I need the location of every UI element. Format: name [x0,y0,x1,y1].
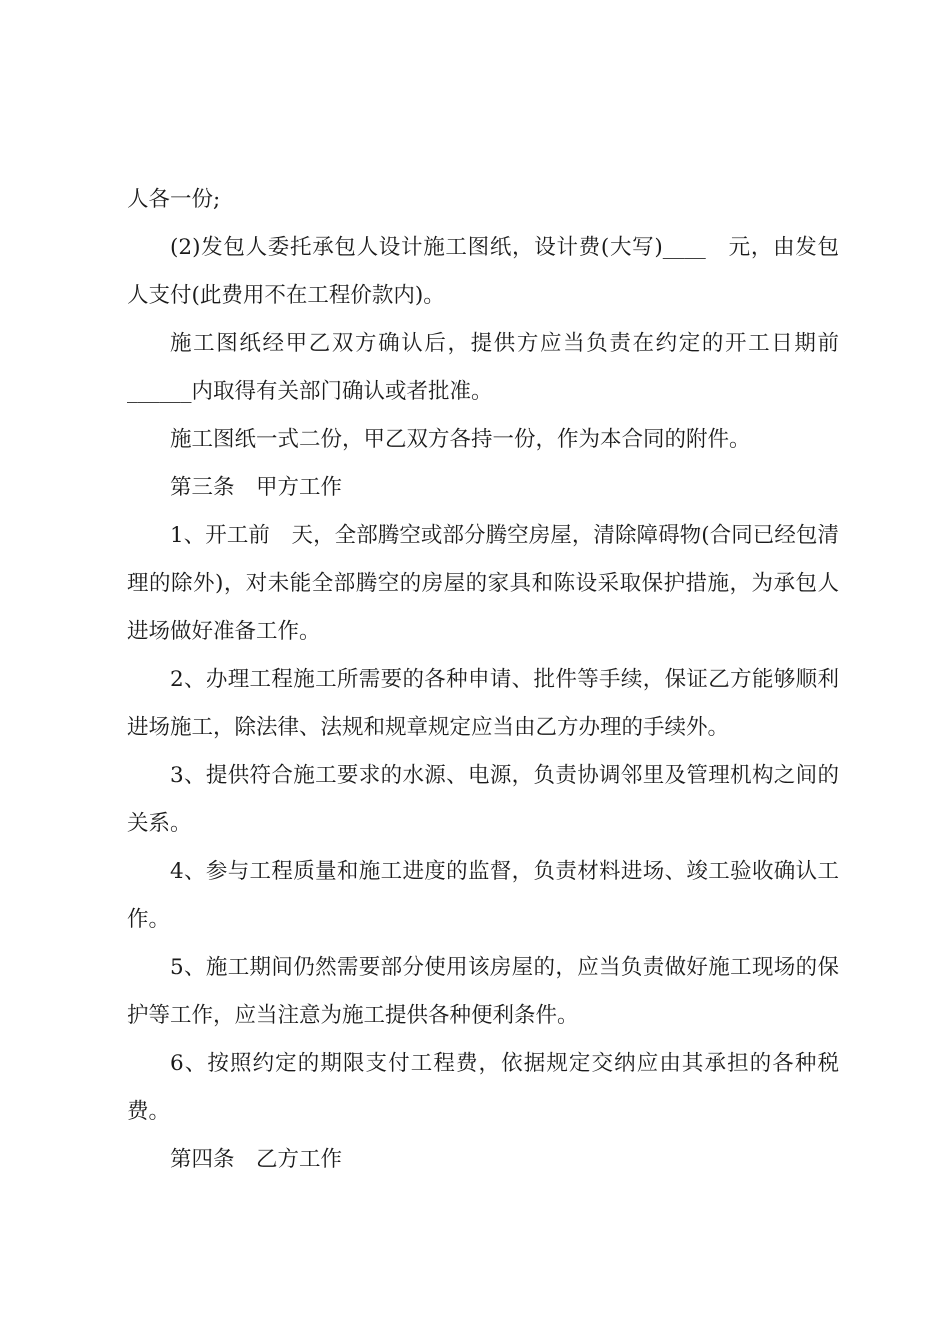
paragraph-continuation: 人各一份; [127,187,221,212]
document-body [127,176,839,1184]
article-3-item-2: 2、办理工程施工所需要的各种申请、批件等手续，保证乙方能够顺利进场施工，除法律、法规和规章规定应当由乙方办理的手续外。 [127,667,839,740]
article-3-item-3: 3、提供符合施工要求的水源、电源，负责协调邻里及管理机构之间的关系。 [127,763,839,836]
article-3-item-5: 5、施工期间仍然需要部分使用该房屋的，应当负责做好施工现场的保护等工作，应当注意为施工提供各种便利条件。 [127,955,839,1028]
article-3-heading: 第三条 甲方工作 [170,475,343,500]
article-3-item-6: 6、按照约定的期限支付工程费，依据规定交纳应由其承担的各种税费。 [127,1051,839,1124]
article-3-item-4: 4、参与工程质量和施工进度的监督，负责材料进场、竣工验收确认工作。 [127,859,839,932]
article-4-heading: 第四条 乙方工作 [170,1147,343,1172]
paragraph-drawing-approval: 施工图纸经甲乙双方确认后，提供方应当负责在约定的开工日期前______内取得有关部门确认或者批准。 [127,331,839,404]
paragraph-drawing-copies: 施工图纸一式二份，甲乙双方各持一份，作为本合同的附件。 [170,427,751,452]
article-3-item-1: 1、开工前 天，全部腾空或部分腾空房屋，清除障碍物(合同已经包清理的除外)，对未能全部腾空的房屋的家具和陈设采取保护措施，为承包人进场做好准备工作。 [127,523,839,644]
paragraph-design-fee: (2)发包人委托承包人设计施工图纸，设计费(大写)____ 元，由发包人支付(此费用不在工程价款内)。 [127,235,839,308]
